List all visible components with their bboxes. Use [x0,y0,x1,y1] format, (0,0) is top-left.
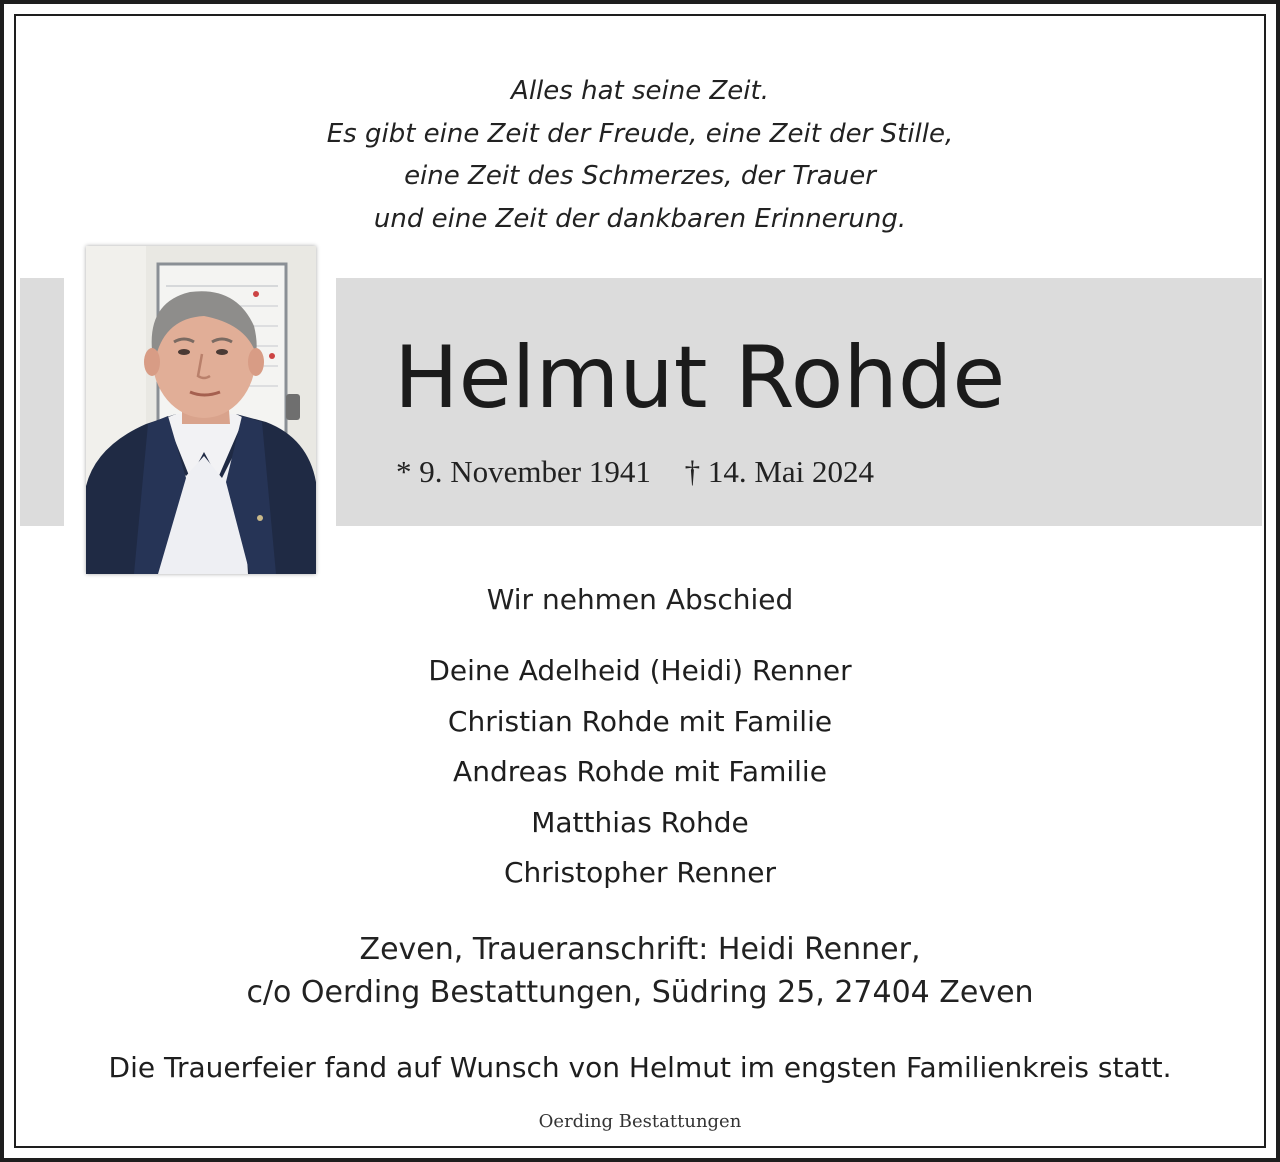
mourner-name: Matthias Rohde [531,805,749,839]
life-dates [396,452,874,492]
address-line: Zeven, Traueranschrift: Heidi Renner, [359,932,921,967]
mourner-name: Christopher Renner [503,856,777,889]
mourners-list [0,646,1280,899]
poem-line: Alles hat seine Zeit. [511,76,769,106]
mourner-name: Andreas Rohde mit Familie [453,755,827,788]
deceased-name: Helmut Rohde [394,328,1006,428]
grey-band-left [20,278,64,526]
farewell-heading: Wir nehmen Abschied [486,583,794,616]
mourning-address [0,928,1280,1014]
address-line: c/o Oerding Bestattungen, Südring 25, 27404 Zeven [246,975,1034,1010]
poem [0,70,1280,240]
funeral-home-credit: Oerding Bestattungen [538,1111,742,1132]
poem-line: Es gibt eine Zeit der Freude, eine Zeit der Stille, [326,118,954,149]
mourner-name: Christian Rohde mit Familie [447,704,833,738]
death-date: † 14. Mai 2024 [684,454,875,489]
portrait-photo [86,246,316,574]
mourner-name: Deine Adelheid (Heidi) Renner [428,654,852,687]
poem-line: und eine Zeit der dankbaren Erinnerung. [373,203,907,234]
poem-line: eine Zeit des Schmerzes, der Trauer [404,161,876,191]
birth-date: * 9. November 1941 [396,454,651,489]
ceremony-note: Die Trauerfeier fand auf Wunsch von Helmut im engsten Familienkreis statt. [108,1051,1172,1084]
